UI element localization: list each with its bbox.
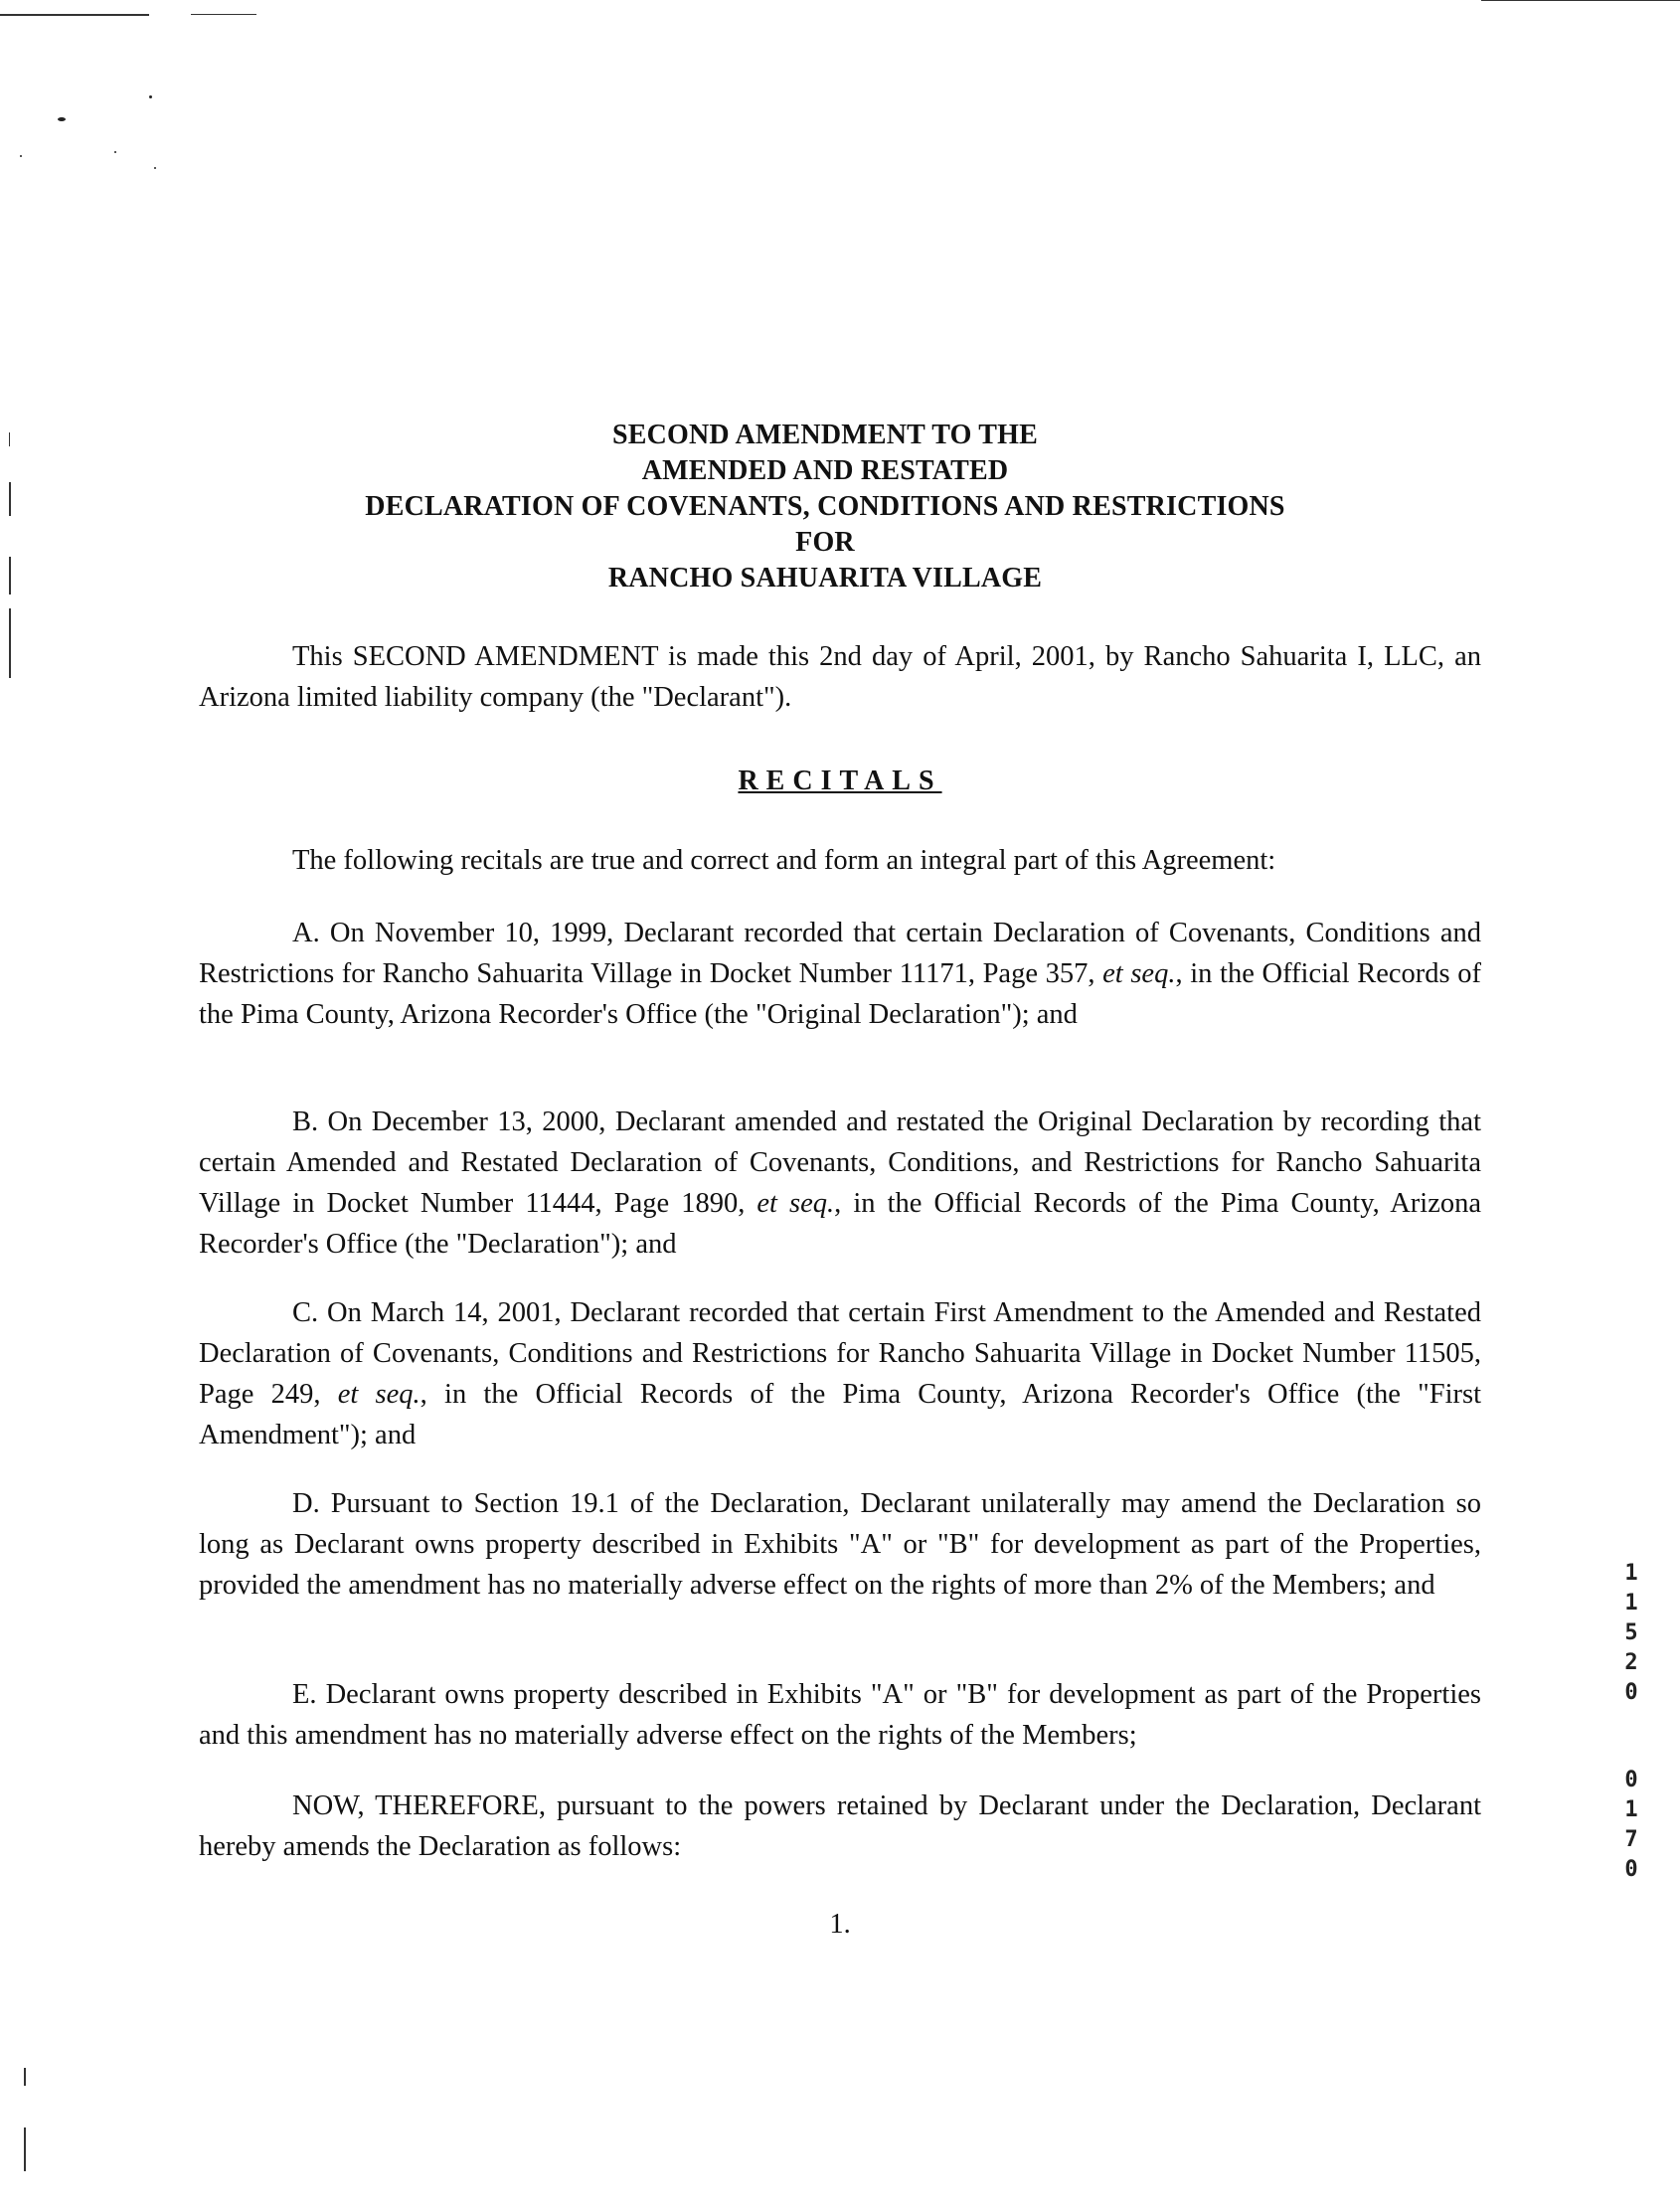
- recital-e: E. Declarant owns property described in Exhibits "A" or "B" for development as part of the Properties and this amendment has no materially adverse effect on the rights of the Members;: [199, 1679, 1481, 1751]
- stamp-char: 7: [1624, 1827, 1638, 1852]
- scan-speck: [114, 151, 116, 153]
- intro-paragraph: This SECOND AMENDMENT is made this 2nd day of April, 2001, by Rancho Sahuarita I, LLC, an Arizona limited liability company (the "Declarant").: [199, 641, 1481, 713]
- scan-speck: [149, 95, 152, 98]
- recital-c: [199, 1292, 1481, 1455]
- stamp-char: 0: [1624, 1680, 1638, 1705]
- title-line: FOR: [795, 527, 855, 558]
- stamp-char: 2: [1624, 1650, 1638, 1675]
- scan-mark-top-right: [1481, 0, 1680, 1]
- scan-mark-left: [24, 2068, 26, 2086]
- recitals-heading: RECITALS: [738, 765, 942, 796]
- recital-a-text-end: , in the Official Records of the Pima County, Arizona Recorder's Office (the "Original Declaration"); and: [199, 958, 1481, 1030]
- recital-d: D. Pursuant to Section 19.1 of the Declaration, Declarant unilaterally may amend the Declaration so long as Declarant owns property described in Exhibits "A" or "B" for development as part of the Properties, provided the amendment has no materially adverse effect on the rights of more than 2% of the Members; and: [199, 1488, 1481, 1601]
- recital-b: [199, 1102, 1481, 1265]
- recital-b-italic: et seq.: [756, 1188, 835, 1219]
- recital-a-text: A. On November 10, 1999, Declarant recorded that certain Declaration of Covenants, Conditions and Restrictions for Rancho Sahuarita Village in Docket Number 11171, Page 357,: [199, 918, 1481, 989]
- scan-speck: [58, 117, 66, 121]
- stamp-char: 5: [1624, 1620, 1638, 1645]
- title-line: RANCHO SAHUARITA VILLAGE: [607, 563, 1043, 594]
- recital-c-text-end: , in the Official Records of the Pima County, Arizona Recorder's Office (the "First Amendment"); and: [199, 1379, 1482, 1450]
- recital-b-text: B. On December 13, 2000, Declarant amended and restated the Original Declaration by recording that certain Amended and Restated Declaration of Covenants, Conditions, and Restrictions for Rancho Sahuarita Village in Docket Number 11444, Page 1890,: [199, 1106, 1481, 1219]
- margin-stamp-top: [1618, 1559, 1644, 1708]
- stamp-char: 1: [1624, 1591, 1638, 1616]
- scan-speck: [154, 167, 156, 169]
- scan-mark-top-left-2: [191, 14, 256, 15]
- recital-a-italic: et seq.: [1102, 958, 1176, 989]
- title-line: SECOND AMENDMENT TO THE: [611, 420, 1039, 450]
- scan-mark-left: [9, 482, 11, 516]
- title-line: AMENDED AND RESTATED: [641, 455, 1009, 486]
- title-line: DECLARATION OF COVENANTS, CONDITIONS AND RESTRICTIONS: [365, 491, 1285, 522]
- recital-a: [199, 913, 1481, 1035]
- stamp-char: 1: [1624, 1561, 1638, 1586]
- scan-mark-left: [9, 608, 11, 678]
- scan-mark-left: [24, 2127, 26, 2171]
- stamp-char: 0: [1624, 1857, 1638, 1882]
- margin-stamp-bottom: [1618, 1766, 1644, 1885]
- document-title: [229, 418, 1422, 596]
- stamp-char: 0: [1624, 1768, 1638, 1792]
- recital-b-text-end: , in the Official Records of the Pima County, Arizona Recorder's Office (the "Declaration"); and: [199, 1188, 1482, 1260]
- now-therefore-paragraph: NOW, THEREFORE, pursuant to the powers retained by Declarant under the Declaration, Declarant hereby amends the Declaration as follows:: [199, 1790, 1481, 1862]
- scan-mark-left: [9, 557, 11, 595]
- scan-mark-left: [9, 432, 10, 446]
- recitals-lead-in: The following recitals are true and correct and form an integral part of this Agreement:: [292, 845, 1276, 876]
- scan-mark-top-left: [0, 14, 149, 16]
- page-number: 1.: [829, 1909, 851, 1940]
- recital-c-italic: et seq.: [337, 1379, 420, 1410]
- stamp-char: 1: [1624, 1797, 1638, 1822]
- scan-speck: [20, 155, 22, 157]
- recital-c-text: C. On March 14, 2001, Declarant recorded that certain First Amendment to the Amended and Restated Declaration of Covenants, Conditions and Restrictions for Rancho Sahuarita Village in Docket Number 11505, Page 249,: [199, 1297, 1481, 1410]
